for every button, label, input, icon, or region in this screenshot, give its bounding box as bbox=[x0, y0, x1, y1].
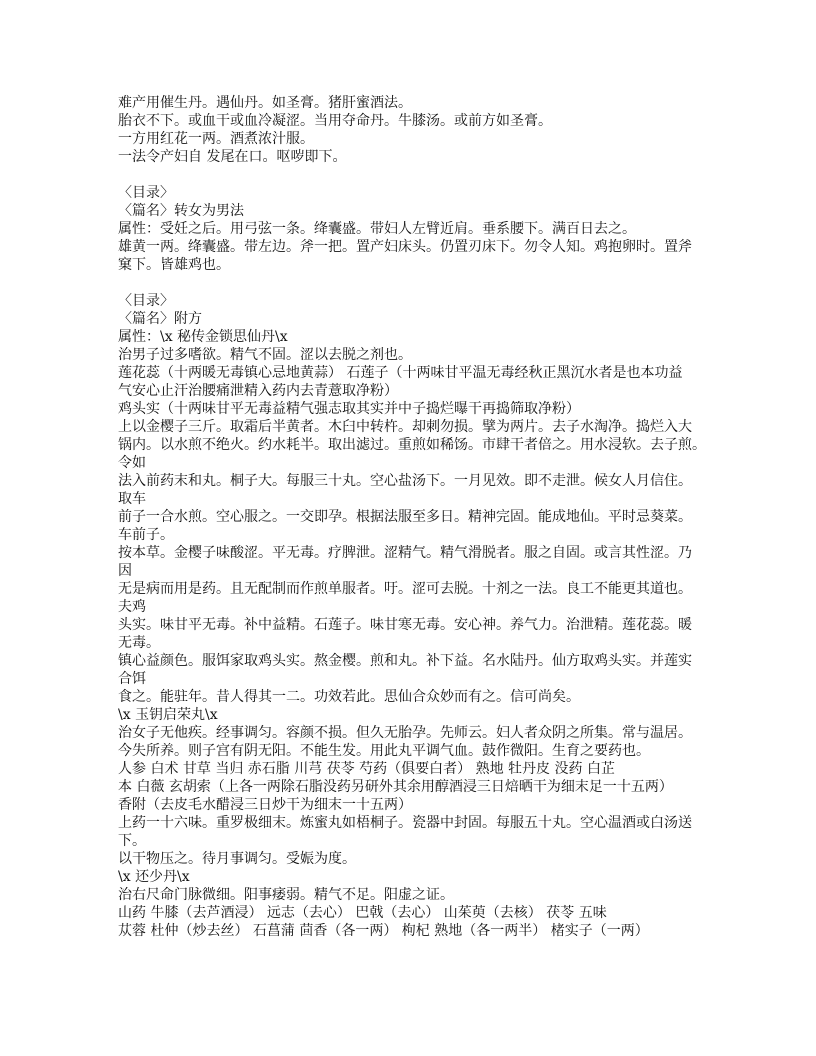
text-line: 令如 bbox=[118, 455, 146, 471]
text-line: 镇心益颜色。服饵家取鸡头实。熬金樱。煎和丸。补下益。名水陆丹。仙方取鸡头实。并莲实 bbox=[118, 653, 692, 669]
text-line: 夫鸡 bbox=[118, 599, 146, 615]
text-line: \x 还少丹\x bbox=[118, 869, 190, 885]
text-line: 治右尺命门脉微细。阳事痿弱。精气不足。阳虚之证。 bbox=[118, 887, 454, 903]
text-line: 莲花蕊（十两暖无毒镇心忌地黄蒜） 石莲子（十两味甘平温无毒经秋正黑沉水者是也本功益 bbox=[118, 365, 683, 381]
text-line: 人参 白术 甘草 当归 赤石脂 川芎 茯苓 芍药（俱要白者） 熟地 牡丹皮 没药 白芷 bbox=[118, 761, 615, 777]
text-line: 按本草。金樱子味酸涩。平无毒。疗脾泄。涩精气。精气滑脱者。服之自固。或言其性涩。乃 bbox=[118, 545, 692, 561]
text-line: 取车 bbox=[118, 491, 146, 507]
document-body bbox=[118, 94, 718, 940]
text-line: 雄黄一两。绛囊盛。带左边。斧一把。置产妇床头。仍置刃床下。勿令人知。鸡抱卵时。置斧 bbox=[118, 239, 692, 255]
text-line: 山药 牛膝（去芦酒浸） 远志（去心） 巴戟（去心） 山茱萸（去核） 茯苓 五味 bbox=[118, 905, 607, 921]
text-line: 无是病而用是药。且无配制而作煎单服者。吁。涩可去脱。十剂之一法。良工不能更其道也。 bbox=[118, 581, 692, 597]
blank-line bbox=[118, 166, 718, 184]
text-line: 气安心止汗治腰痛泄精入药内去青薏取净粉） bbox=[118, 383, 398, 399]
text-line: 前子一合水煎。空心服之。一交即孕。根据法服至多日。精神完固。能成地仙。平时忌葵菜。 bbox=[118, 509, 692, 525]
text-line: 〈篇名〉转女为男法 bbox=[118, 203, 244, 219]
text-line: 〈目录〉 bbox=[118, 185, 174, 201]
text-line: 属性：\x 秘传金锁思仙丹\x bbox=[118, 329, 288, 345]
text-line: 头实。味甘平无毒。补中益精。石莲子。味甘寒无毒。安心神。养气力。治泄精。莲花蕊。暖 bbox=[118, 617, 692, 633]
text-line: 苁蓉 杜仲（炒去丝） 石菖蒲 茴香（各一两） 枸杞 熟地（各一两半） 楮实子（一两） bbox=[118, 923, 649, 939]
text-line: \x 玉钥启荣丸\x bbox=[118, 707, 218, 723]
text-line: 法入前药末和丸。桐子大。每服三十丸。空心盐汤下。一月见效。即不走泄。候女人月信住。 bbox=[118, 473, 692, 489]
text-line: 因 bbox=[118, 563, 132, 579]
text-line: 本 白薇 玄胡索（上各一两除石脂没药另研外其余用醇酒浸三日焙晒干为细末足一十五两） bbox=[118, 779, 673, 795]
text-line: 〈目录〉 bbox=[118, 293, 174, 309]
text-line: 合饵 bbox=[118, 671, 146, 687]
text-line: 属性：受妊之后。用弓弦一条。绛囊盛。带妇人左臂近肩。垂系腰下。满百日去之。 bbox=[118, 221, 636, 237]
text-line: 今失所养。则子宫有阴无阳。不能生发。用此丸平调气血。鼓作微阳。生育之要药也。 bbox=[118, 743, 650, 759]
text-line: 上药一十六味。重罗极细末。炼蜜丸如梧桐子。瓷器中封固。每服五十丸。空心温酒或白汤送 bbox=[118, 815, 692, 831]
text-line: 〈篇名〉附方 bbox=[118, 311, 202, 327]
text-line: 下。 bbox=[118, 833, 146, 849]
text-line: 治男子过多嗜欲。精气不固。涩以去脱之剂也。 bbox=[118, 347, 412, 363]
text-line: 窠下。皆雄鸡也。 bbox=[118, 257, 230, 273]
text-line: 锅内。以水煎不绝火。约水耗半。取出滤过。重煎如稀饧。市肆干者倍之。用水浸软。去子煎。 bbox=[118, 437, 706, 453]
text-line: 难产用催生丹。遇仙丹。如圣膏。猪肝蜜酒法。 bbox=[118, 95, 412, 111]
text-line: 食之。能驻年。昔人得其一二。功效若此。思仙合众妙而有之。信可尚矣。 bbox=[118, 689, 580, 705]
text-line: 无毒。 bbox=[118, 635, 160, 651]
text-line: 鸡头实（十两味甘平无毒益精气强志取其实并中子捣烂曝干再捣筛取净粉） bbox=[118, 401, 580, 417]
blank-line bbox=[118, 274, 718, 292]
text-line: 上以金樱子三斤。取霜后半黄者。木臼中转杵。却刺勿损。擘为两片。去子水淘净。捣烂入大 bbox=[118, 419, 692, 435]
text-line: 以干物压之。待月事调匀。受娠为度。 bbox=[118, 851, 356, 867]
text-line: 胎衣不下。或血干或血冷凝涩。当用夺命丹。牛膝汤。或前方如圣膏。 bbox=[118, 113, 552, 129]
text-line: 治女子无他疾。经事调匀。容颜不损。但久无胎孕。先师云。妇人者众阴之所集。常与温居。 bbox=[118, 725, 692, 741]
text-line: 一方用红花一两。酒煮浓汁服。 bbox=[118, 131, 314, 147]
text-line: 车前子。 bbox=[118, 527, 174, 543]
text-line: 一法令产妇自 发尾在口。呕哕即下。 bbox=[118, 149, 347, 165]
text-line: 香附（去皮毛水醋浸三日炒干为细末一十五两） bbox=[118, 797, 412, 813]
